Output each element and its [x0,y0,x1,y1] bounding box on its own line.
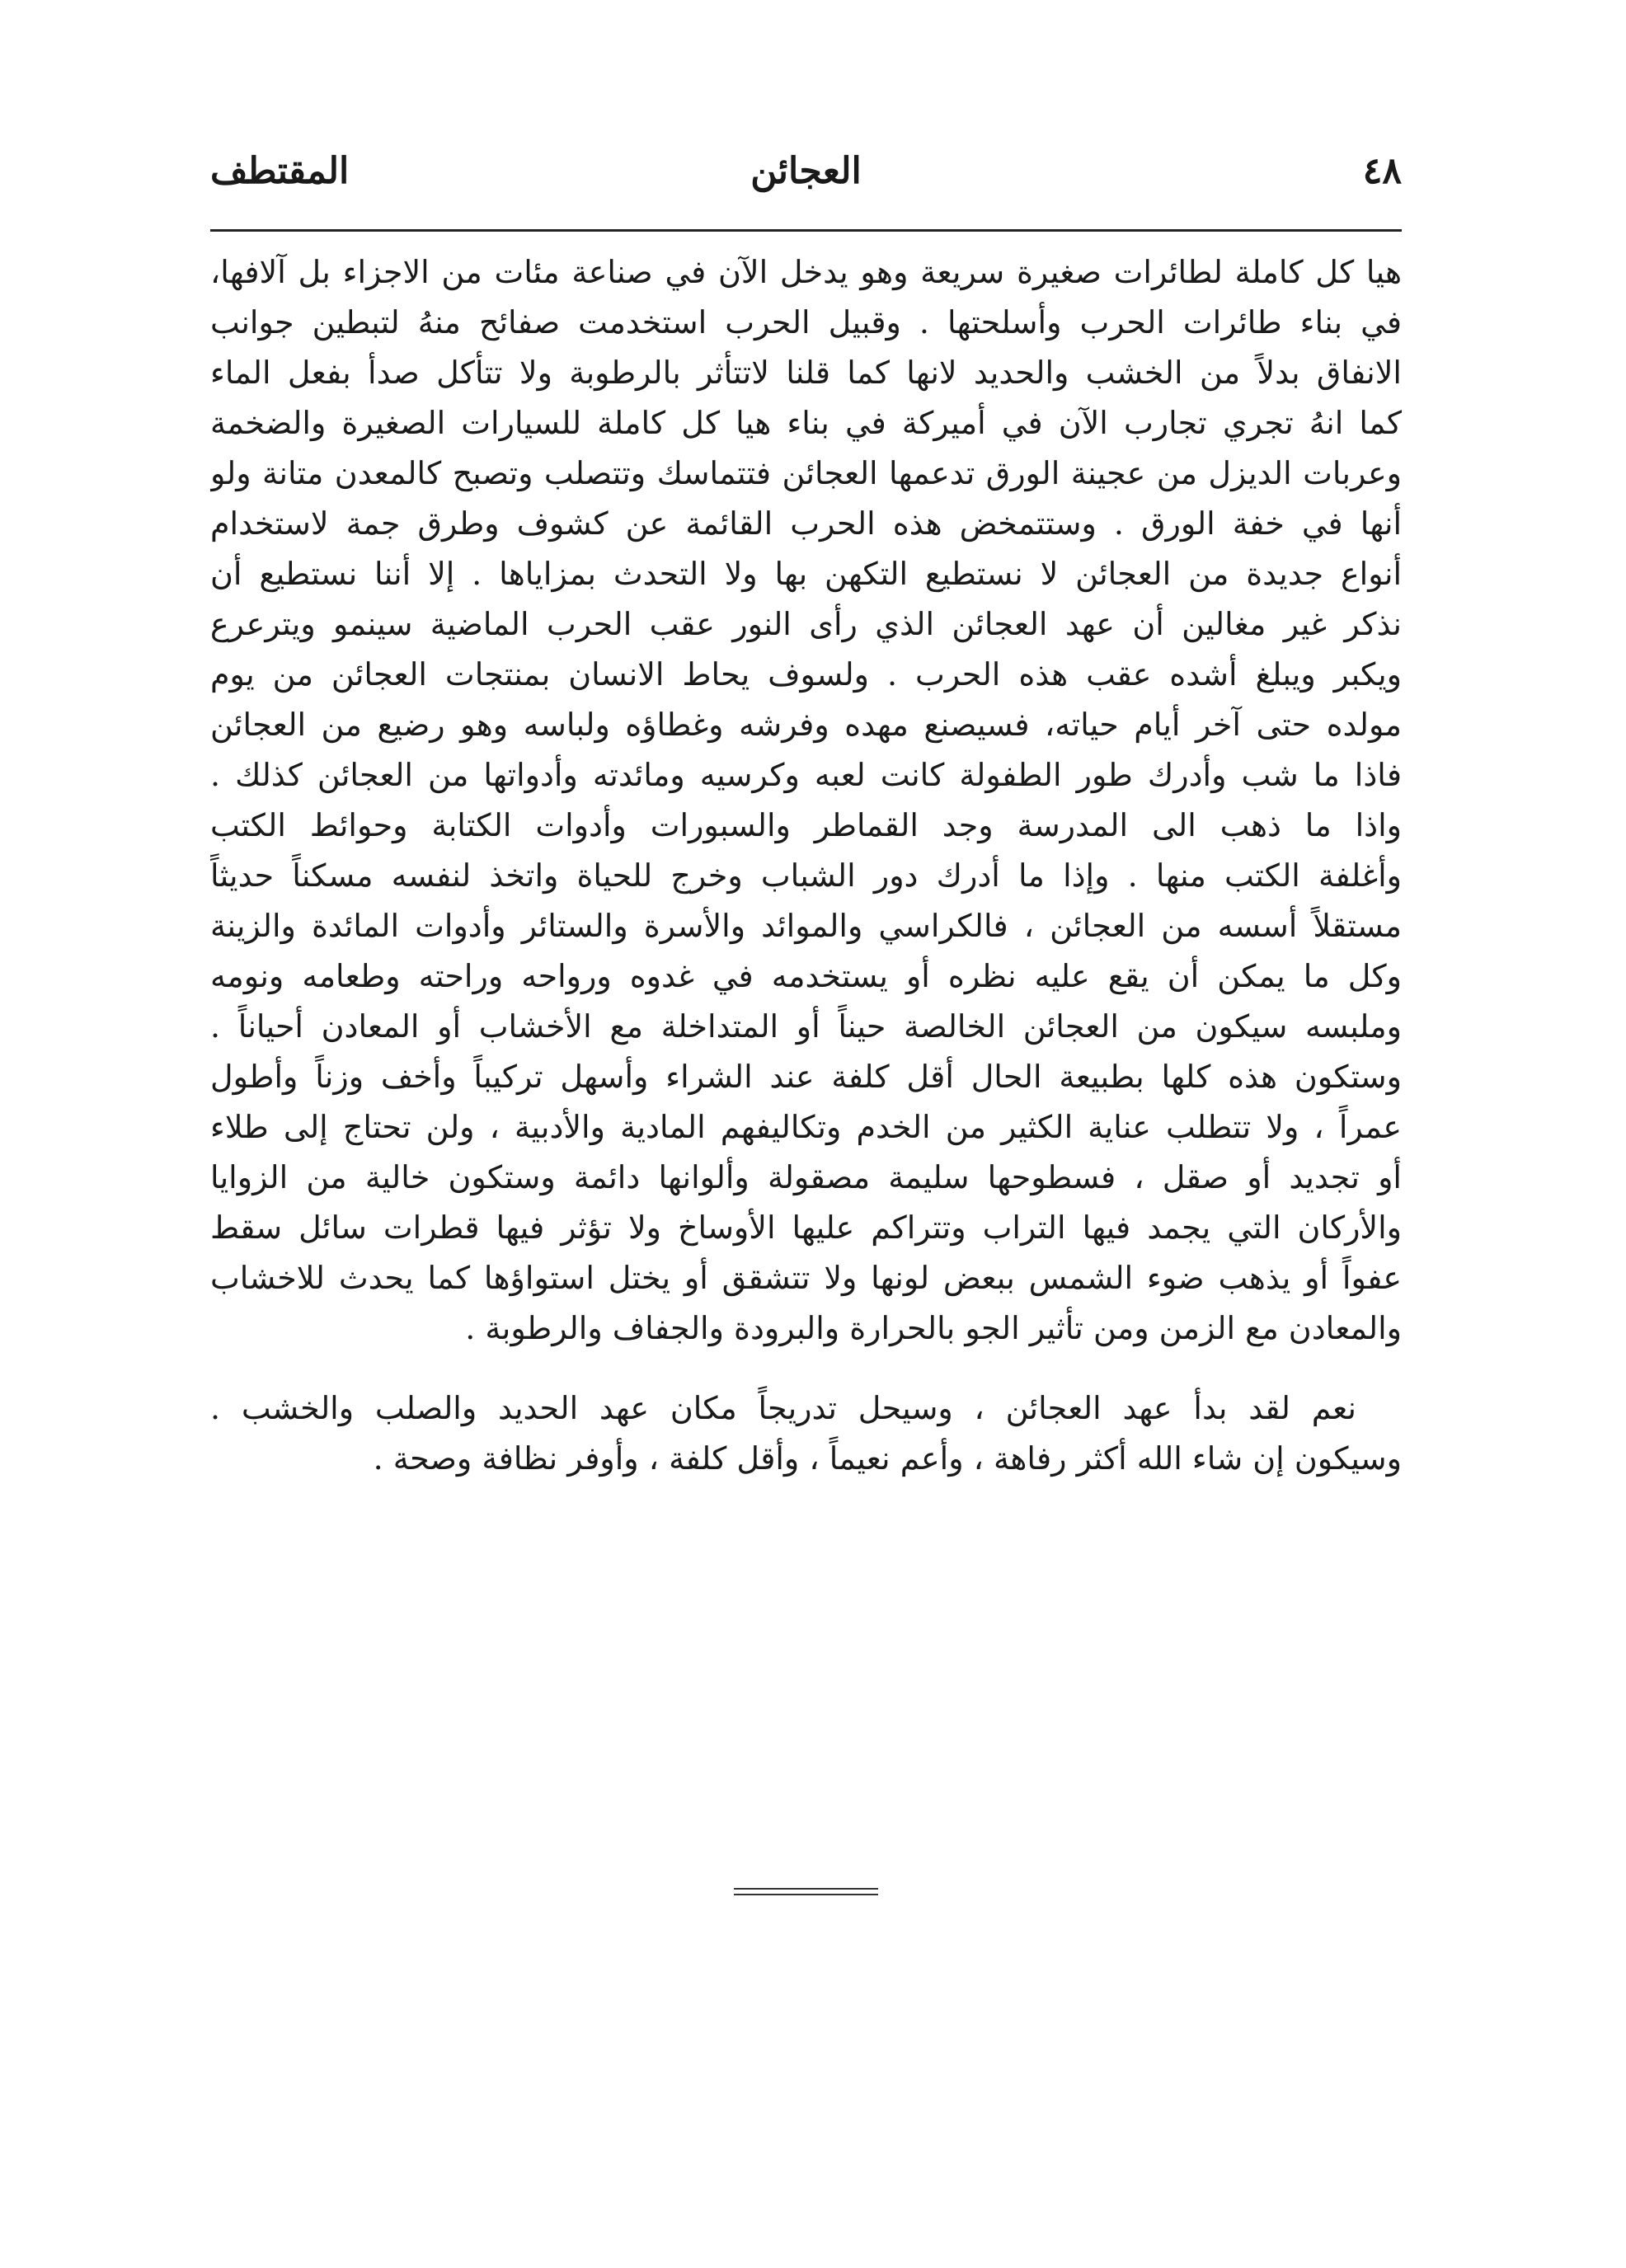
text-line: هيا كل كاملة لطائرات صغيرة سريعة وهو يدخل الآن في صناعة مئات من الاجزاء بل آلافها، [210,254,1402,290]
text-line: عمراً ، ولا تتطلب عناية الكثير من الخدم وتكاليفهم المادية والأدبية ، ولن تحتاج إلى طلاء [210,1109,1402,1145]
text-line: ويكبر ويبلغ أشده عقب هذه الحرب . ولسوف يحاط الانسان بمنتجات العجائن من يوم [210,656,1402,693]
text-line: كما انهُ تجري تجارب الآن في أميركة في بناء هيا كل كاملة للسيارات الصغيرة والضخمة [210,405,1402,441]
article-body [210,247,1402,1484]
text-line: فاذا ما شب وأدرك طور الطفولة كانت لعبه وكرسيه ومائدته وأدواتها من العجائن كذلك . [210,757,1402,793]
text-line: وسيكون إن شاء الله أكثر رفاهة ، وأعم نعيماً ، وأقل كلفة ، وأوفر نظافة وصحة . [373,1440,1402,1477]
page-number: ٤٨ [1362,150,1402,192]
paragraph-1 [210,247,1402,1354]
text-line: في بناء طائرات الحرب وأسلحتها . وقبيل الحرب استخدمت صفائح منهُ لتبطين جوانب [210,304,1402,340]
text-line: نذكر غير مغالين أن عهد العجائن الذي رأى النور عقب الحرب الماضية سينمو ويترعرع [210,606,1402,642]
text-line: وملبسه سيكون من العجائن الخالصة حيناً أو المتداخلة مع الأخشاب أو المعادن أحياناً . [210,1008,1402,1045]
text-line: أو تجديد أو صقل ، فسطوحها سليمة مصقولة وألوانها دائمة وستكون خالية من الزوايا [210,1159,1402,1195]
text-line: نعم لقد بدأ عهد العجائن ، وسيحل تدريجاً مكان عهد الحديد والصلب والخشب . [210,1390,1356,1426]
running-header [210,139,1402,204]
text-line: عفواً أو يذهب ضوء الشمس ببعض لونها ولا تتشقق أو يختل استواؤها كما يحدث للاخشاب [210,1260,1402,1296]
end-rule-line [734,1894,878,1895]
header-rule [210,229,1402,232]
journal-name: المقتطف [210,150,350,192]
text-line: الانفاق بدلاً من الخشب والحديد لانها كما قلنا لاتتأثر بالرطوبة ولا تتأكل صدأ بفعل الماء [210,355,1402,391]
text-line: وكل ما يمكن أن يقع عليه نظره أو يستخدمه في غدوه ورواحه وراحته وطعامه ونومه [210,958,1402,994]
text-line: مولده حتى آخر أيام حياته، فسيصنع مهده وفرشه وغطاؤه ولباسه وهو رضيع من العجائن [210,707,1402,743]
paragraph-2 [210,1383,1402,1484]
text-line: وعربات الديزل من عجينة الورق تدعمها العجائن فتتماسك وتتصلب وتصبح كالمعدن متانة ولو [210,455,1402,491]
text-line: أنها في خفة الورق . وستتمخض هذه الحرب القائمة عن كشوف وطرق جمة لاستخدام [210,505,1402,542]
paragraph-gap [210,1354,1402,1383]
end-of-article-rule [734,1888,878,1898]
text-line: أنواع جديدة من العجائن لا نستطيع التكهن بها ولا التحدث بمزاياها . إلا أننا نستطيع أن [210,556,1402,592]
text-line: واذا ما ذهب الى المدرسة وجد القماطر والسبورات وأدوات الكتابة وحوائط الكتب [210,807,1402,843]
article-title: العجائن [750,150,862,192]
text-line: مستقلاً أسسه من العجائن ، فالكراسي والموائد والأسرة والستائر وأدوات المائدة والزينة [210,908,1402,944]
end-rule-line [734,1888,878,1890]
text-line: وأغلفة الكتب منها . وإذا ما أدرك دور الشباب وخرج للحياة واتخذ لنفسه مسكناً حديثاً [210,857,1402,894]
text-line: وستكون هذه كلها بطبيعة الحال أقل كلفة عند الشراء وأسهل تركيباً وأخف وزناً وأطول [210,1059,1402,1095]
text-line: والأركان التي يجمد فيها التراب وتتراكم عليها الأوساخ ولا تؤثر فيها قطرات سائل سقط [210,1209,1402,1246]
text-line: والمعادن مع الزمن ومن تأثير الجو بالحرارة والبرودة والجفاف والرطوبة . [465,1310,1402,1346]
